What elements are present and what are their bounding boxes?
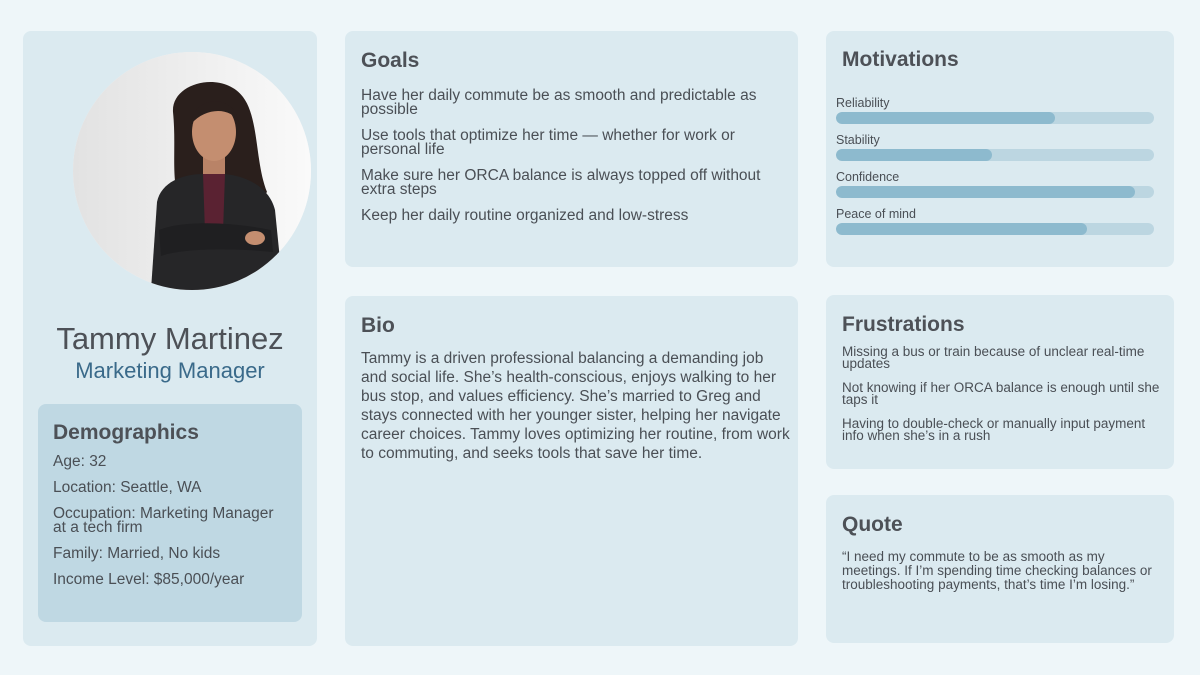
frustrations-title: Frustrations	[842, 313, 965, 336]
demographics-item-income: Income Level: $85,000/year	[53, 571, 245, 588]
person-role: Marketing Manager	[75, 358, 265, 383]
frustrations-list	[842, 346, 1167, 454]
motivation-label: Confidence	[836, 170, 900, 184]
demographics-item-age: Age: 32	[53, 453, 107, 470]
bio-title: Bio	[361, 314, 395, 337]
demographics-item-family: Family: Married, No kids	[53, 545, 221, 562]
demographics-title: Demographics	[53, 421, 199, 444]
goal-item: Use tools that optimize her time — whether for work or personal life	[361, 127, 735, 158]
goals-card	[345, 31, 798, 267]
frustration-item: Missing a bus or train because of unclear real-time updates	[842, 344, 1145, 371]
quote-title: Quote	[842, 513, 903, 536]
bio-card	[345, 296, 798, 646]
motivation-fill	[836, 149, 992, 161]
goal-item: Keep her daily routine organized and low-stress	[361, 207, 689, 224]
person-name: Tammy Martinez	[56, 321, 284, 356]
profile-card	[23, 31, 317, 646]
motivation-label: Peace of mind	[836, 207, 916, 221]
goal-item: Make sure her ORCA balance is always topped off without extra steps	[361, 167, 761, 198]
profile-photo	[73, 52, 311, 290]
motivations-bars	[836, 96, 1154, 244]
motivation-fill	[836, 186, 1135, 198]
demographics-panel	[38, 404, 302, 622]
goals-list	[361, 89, 781, 235]
motivation-fill	[836, 223, 1087, 235]
quote-card	[826, 495, 1174, 643]
motivation-track	[836, 186, 1154, 198]
motivations-card	[826, 31, 1174, 267]
motivations-title: Motivations	[842, 48, 959, 71]
frustrations-card	[826, 295, 1174, 469]
goal-item: Have her daily commute be as smooth and predictable as possible	[361, 87, 757, 118]
motivation-confidence	[836, 170, 1154, 207]
bio-text: Tammy is a driven professional balancing a demanding job and social life. She’s health-conscious, enjoys walking to her bus stop, and values efficiency. She’s married to Greg and stays connected with her younger sister, helping her navigate career choices. Tammy loves optimizing her routine, from work to commuting, and seeks tools that save her time.	[361, 350, 790, 462]
demographics-item-location: Location: Seattle, WA	[53, 479, 202, 496]
frustration-item: Not knowing if her ORCA balance is enough until she taps it	[842, 380, 1160, 407]
motivation-fill	[836, 112, 1055, 124]
motivation-label: Stability	[836, 133, 880, 147]
motivation-track	[836, 112, 1154, 124]
motivation-peace-of-mind	[836, 207, 1154, 244]
motivation-stability	[836, 133, 1154, 170]
motivation-track	[836, 149, 1154, 161]
motivation-label: Reliability	[836, 96, 890, 110]
portrait-photo-icon	[73, 52, 311, 290]
motivation-track	[836, 223, 1154, 235]
goals-title: Goals	[361, 49, 420, 72]
demographics-item-occupation: Occupation: Marketing Manager at a tech firm	[53, 505, 274, 536]
motivation-reliability	[836, 96, 1154, 133]
frustration-item: Having to double-check or manually input payment info when she’s in a rush	[842, 416, 1146, 443]
quote-text: “I need my commute to be as smooth as my meetings. If I’m spending time checking balances or troubleshooting payments, that’s time I’m losing.”	[842, 549, 1152, 592]
